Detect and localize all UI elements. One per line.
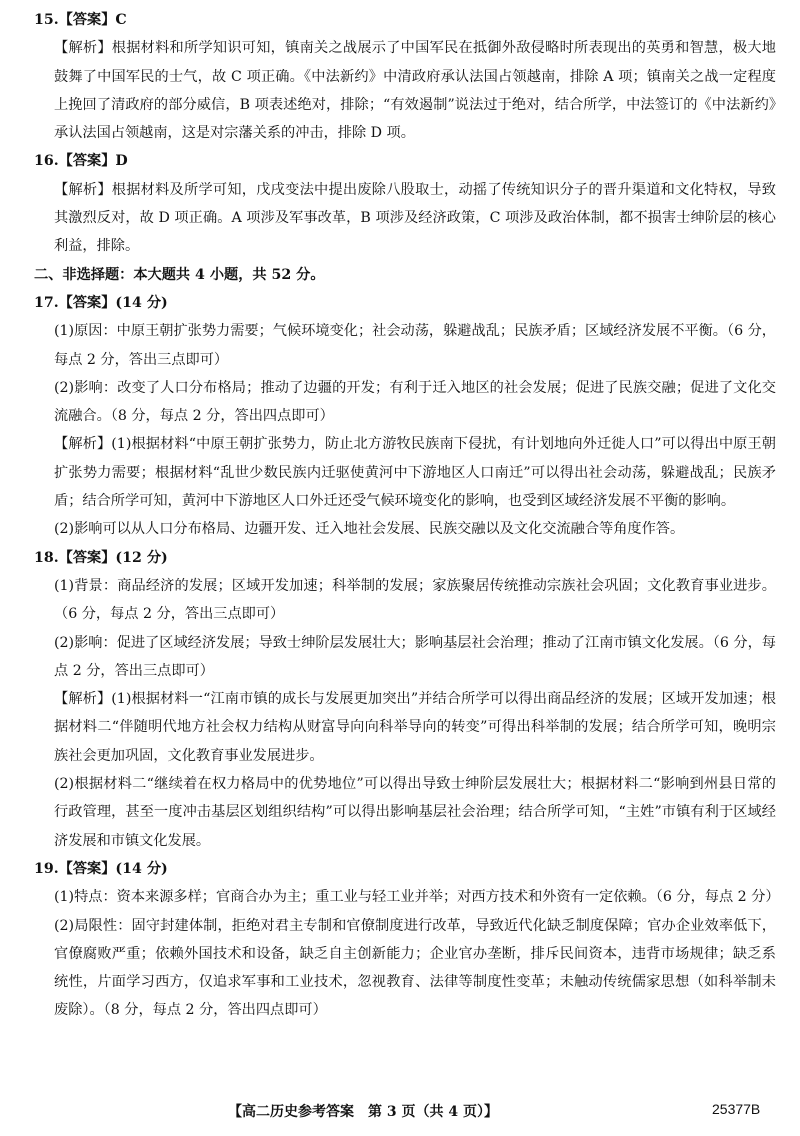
- q16-answer: 16.【答案】D: [34, 153, 128, 170]
- q17-answer: 17.【答案】(14 分): [34, 294, 168, 311]
- q18-part1: (1)背景：商品经济的发展；区域开发加速；科举制的发展；家族聚居传统推动宗族社会巩固；文化教育事业进步。（6 分，每点 2 分，答出三点即可）: [54, 577, 776, 623]
- footer-code: 25377B: [712, 1101, 761, 1117]
- q18-part2: (2)影响：促进了区域经济发展；导致士绅阶层发展壮大；影响基层社会治理；推动了江南市镇文化发展。（6 分，每点 2 分，答出三点即可）: [54, 634, 776, 679]
- page-content: [34, 6, 780, 1025]
- q19-part2: (2)局限性：固守封建体制，拒绝对君主专制和官僚制度进行改革，导致近代化缺乏制度保障；官办企业效率低下，官僚腐败严重；依赖外国技术和设备，缺乏自主创新能力；企业官办垄断，排斥民间资本，违背市场规律；缺乏系统性，片面学习西方，仅追求军事和工业技术，忽视教育、法律等制度性变革；未触动传统儒家思想（如科举制未废除）。（8 分，每点 2 分，答出四点即可）: [54, 917, 776, 1019]
- q17-part1: (1)原因：中原王朝扩张势力需要；气候环境变化；社会动荡，躲避战乱；民族矛盾；区域经济发展不平衡。（6 分，每点 2 分，答出三点即可）: [54, 323, 776, 368]
- q15-answer: 15.【答案】C: [34, 12, 127, 28]
- q19-answer: 19.【答案】(14 分): [34, 860, 168, 877]
- page-footer: [0, 1099, 800, 1127]
- q19-part1: (1)特点：资本来源多样；官商合办为主；重工业与轻工业并举；对西方技术和外资有一定依赖。（6 分，每点 2 分）: [54, 889, 780, 906]
- section-2-heading: 二、非选择题：本大题共 4 小题，共 52 分。: [34, 266, 325, 283]
- q18-analysis-2: (2)根据材料二“继续着在权力格局中的优势地位”可以得出导致士绅阶层发展壮大；根据材料二“影响到州县日常的行政管理，甚至一度冲击基层区划组织结构”可以得出影响基层社会治理；结合所学可知，“主姓”市镇有利于区域经济发展和市镇文化发展。: [54, 776, 776, 849]
- q18-analysis: 【解析】(1)根据材料一“江南市镇的成长与发展更加突出”并结合所学可以得出商品经济的发展；区域开发加速；根据材料二“伴随明代地方社会权力结构从财富导向向科举导向的转变”可得出科举制的发展；结合所学可知，晚明宗族社会更加巩固，文化教育事业发展进步。: [54, 691, 776, 764]
- q17-part2: (2)影响：改变了人口分布格局；推动了边疆的开发；有利于迁入地区的社会发展；促进了民族交融；促进了文化交流融合。（8 分，每点 2 分，答出四点即可）: [54, 379, 776, 425]
- q18-answer: 18.【答案】(12 分): [34, 549, 168, 566]
- q16-analysis: 【解析】根据材料及所学可知，戊戌变法中提出废除八股取士，动摇了传统知识分子的晋升渠道和文化特权，导致其激烈反对，故 D 项正确。A 项涉及军事改革，B 项涉及经济政策，C 项涉及政治体制，都不损害士绅阶层的核心利益，排除。: [54, 181, 776, 255]
- q17-analysis: 【解析】(1)根据材料“中原王朝扩张势力，防止北方游牧民族南下侵扰，有计划地向外迁徙人口”可以得出中原王朝扩张势力需要；根据材料“乱世少数民族内迁驱使黄河中下游地区人口南迁”可以得出社会动荡，躲避战乱；民族矛盾；结合所学可知，黄河中下游地区人口外迁还受气候环境变化的影响，也受到区域经济发展不平衡的影响。: [54, 436, 776, 510]
- footer-title: 【高二历史参考答案 第 3 页（共 4 页）】: [228, 1104, 498, 1120]
- q15-analysis: 【解析】根据材料和所学知识可知，镇南关之战展示了中国军民在抵御外敌侵略时所表现出的英勇和智慧，极大地鼓舞了中国军民的士气，故 C 项正确。《中法新约》中清政府承认法国占领越南，排除 A 项；镇南关之战一定程度上挽回了清政府的部分威信，B 项表述绝对，排除；“有效遏制”说法过于绝对，结合所学，中法签订的《中法新约》承认法国占领越南，这是对宗藩关系的冲击，排除 D 项。: [54, 40, 776, 142]
- q17-analysis-2: (2)影响可以从人口分布格局、边疆开发、迁入地社会发展、民族交融以及文化交流融合等角度作答。: [54, 521, 685, 538]
